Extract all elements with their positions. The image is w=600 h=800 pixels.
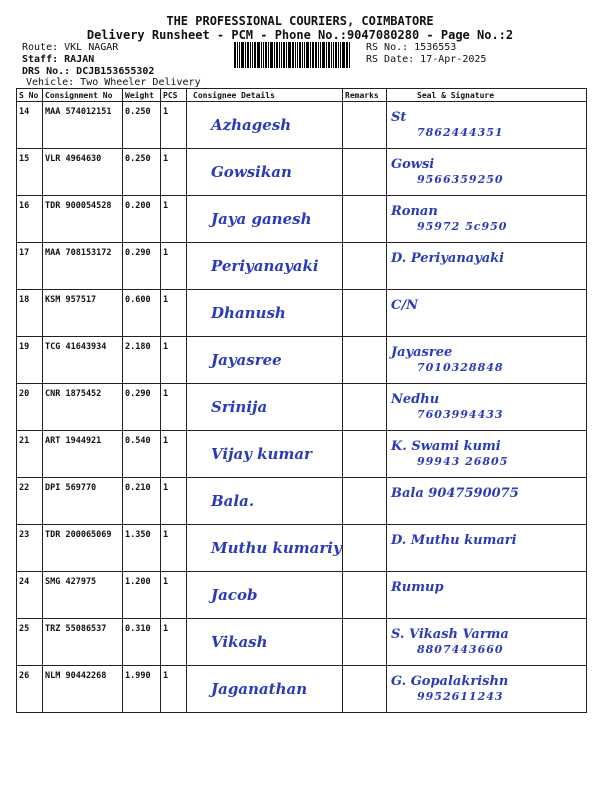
seal-signature-cell xyxy=(387,666,587,713)
weight-cell: 0.290 xyxy=(123,243,161,290)
pcs-cell: 1 xyxy=(161,290,187,337)
barcode-bar xyxy=(281,42,282,68)
barcode-bar xyxy=(310,42,311,68)
sno-cell: 25 xyxy=(17,619,43,666)
vehicle-label: Vehicle: Two Wheeler Delivery xyxy=(26,77,201,88)
drs-number: DRS No.: DCJB153655302 xyxy=(22,66,155,77)
seal-signature-cell xyxy=(387,290,587,337)
consignment-cell: TRZ 55086537 xyxy=(43,619,123,666)
signature-phone: 9952611243 xyxy=(417,690,504,703)
barcode-bar xyxy=(279,42,280,68)
weight-cell: 0.600 xyxy=(123,290,161,337)
remarks-cell xyxy=(343,384,387,431)
consignee-cell xyxy=(187,102,343,149)
consignee-cell xyxy=(187,196,343,243)
weight-cell: 0.540 xyxy=(123,431,161,478)
weight-cell: 1.350 xyxy=(123,525,161,572)
weight-cell: 0.310 xyxy=(123,619,161,666)
weight-cell: 2.180 xyxy=(123,337,161,384)
pcs-cell: 1 xyxy=(161,384,187,431)
barcode-bar xyxy=(274,42,275,68)
signature-phone: 7862444351 xyxy=(417,126,504,139)
barcode-bar xyxy=(304,42,305,68)
barcode-bar xyxy=(239,42,240,68)
pcs-cell: 1 xyxy=(161,149,187,196)
table-row xyxy=(17,525,587,572)
table-row xyxy=(17,666,587,713)
remarks-cell xyxy=(343,431,387,478)
consignee-handwriting: Vijay kumar xyxy=(211,445,312,463)
consignee-cell xyxy=(187,431,343,478)
table-row xyxy=(17,478,587,525)
sno-cell: 19 xyxy=(17,337,43,384)
signature-handwriting: Rumup xyxy=(391,580,444,595)
consignment-cell: MAA 574012151 xyxy=(43,102,123,149)
barcode-bar xyxy=(335,42,337,68)
signature-phone: 7010328848 xyxy=(417,361,504,374)
table-row xyxy=(17,572,587,619)
sno-cell: 24 xyxy=(17,572,43,619)
consignee-handwriting: Muthu kumariy xyxy=(211,539,342,557)
consignment-cell: SMG 427975 xyxy=(43,572,123,619)
remarks-cell xyxy=(343,525,387,572)
col-seal: Seal & Signature xyxy=(387,89,587,102)
pcs-cell: 1 xyxy=(161,431,187,478)
consignee-handwriting: Jayasree xyxy=(211,351,282,369)
barcode-bar xyxy=(250,42,251,68)
rs-number: RS No.: 1536553 xyxy=(366,42,457,53)
table-row xyxy=(17,149,587,196)
col-pcs: PCS xyxy=(161,89,187,102)
consignee-cell xyxy=(187,337,343,384)
barcode-bar xyxy=(286,42,287,68)
consignee-cell xyxy=(187,619,343,666)
pcs-cell: 1 xyxy=(161,619,187,666)
table-row xyxy=(17,384,587,431)
barcode-bar xyxy=(346,42,348,68)
table-row xyxy=(17,290,587,337)
barcode-bar xyxy=(333,42,334,68)
consignment-cell: ART 1944921 xyxy=(43,431,123,478)
remarks-cell xyxy=(343,196,387,243)
barcode-bar xyxy=(237,42,238,68)
table-row xyxy=(17,243,587,290)
consignee-handwriting: Vikash xyxy=(211,633,268,651)
consignment-cell: CNR 1875452 xyxy=(43,384,123,431)
table-row xyxy=(17,619,587,666)
table-row xyxy=(17,431,587,478)
consignee-cell xyxy=(187,149,343,196)
sno-cell: 14 xyxy=(17,102,43,149)
barcode-bar xyxy=(268,42,269,68)
remarks-cell xyxy=(343,619,387,666)
barcode-bar xyxy=(349,42,350,68)
sno-cell: 18 xyxy=(17,290,43,337)
barcode-bar xyxy=(315,42,317,68)
seal-signature-cell xyxy=(387,102,587,149)
barcode-bar xyxy=(342,42,345,68)
seal-signature-cell xyxy=(387,478,587,525)
consignment-cell: DPI 569770 xyxy=(43,478,123,525)
weight-cell: 1.990 xyxy=(123,666,161,713)
consignee-handwriting: Periyanayaki xyxy=(211,257,319,275)
seal-signature-cell xyxy=(387,431,587,478)
signature-handwriting: Gowsi xyxy=(391,157,435,172)
seal-signature-cell xyxy=(387,196,587,243)
signature-handwriting: D. Periyanayaki xyxy=(391,251,505,266)
weight-cell: 1.200 xyxy=(123,572,161,619)
barcode-bar xyxy=(263,42,264,68)
consignee-handwriting: Dhanush xyxy=(211,304,286,322)
consignment-cell: TDR 200065069 xyxy=(43,525,123,572)
remarks-cell xyxy=(343,102,387,149)
consignee-handwriting: Srinija xyxy=(211,398,268,416)
seal-signature-cell xyxy=(387,619,587,666)
seal-signature-cell xyxy=(387,572,587,619)
consignee-cell xyxy=(187,243,343,290)
signature-phone: 95972 5c950 xyxy=(417,220,508,233)
consignment-cell: TDR 900054528 xyxy=(43,196,123,243)
weight-cell: 0.250 xyxy=(123,149,161,196)
signature-handwriting: S. Vikash Varma xyxy=(391,627,509,642)
col-consignee: Consignee Details xyxy=(187,89,343,102)
barcode-bar xyxy=(312,42,314,68)
barcode-bar xyxy=(318,42,319,68)
barcode-bar xyxy=(254,42,256,68)
table-row xyxy=(17,102,587,149)
sno-cell: 26 xyxy=(17,666,43,713)
rs-date: RS Date: 17-Apr-2025 xyxy=(366,54,487,65)
barcode-bar xyxy=(299,42,301,68)
sno-cell: 21 xyxy=(17,431,43,478)
barcode-bar xyxy=(302,42,303,68)
barcode-bar xyxy=(288,42,291,68)
barcode-bar xyxy=(340,42,341,68)
pcs-cell: 1 xyxy=(161,525,187,572)
barcode-bar xyxy=(241,42,244,68)
pcs-cell: 1 xyxy=(161,102,187,149)
barcode-bar xyxy=(270,42,273,68)
sno-cell: 23 xyxy=(17,525,43,572)
weight-cell: 0.200 xyxy=(123,196,161,243)
col-sno: S No xyxy=(17,89,43,102)
signature-handwriting: K. Swami kumi xyxy=(391,439,501,454)
sno-cell: 16 xyxy=(17,196,43,243)
remarks-cell xyxy=(343,149,387,196)
table-row xyxy=(17,337,587,384)
consignment-cell: VLR 4964630 xyxy=(43,149,123,196)
pcs-cell: 1 xyxy=(161,666,187,713)
pcs-cell: 1 xyxy=(161,478,187,525)
consignee-handwriting: Bala. xyxy=(211,492,255,510)
col-remarks: Remarks xyxy=(343,89,387,102)
signature-handwriting: St xyxy=(391,110,407,125)
col-consignment: Consignment No xyxy=(43,89,123,102)
remarks-cell xyxy=(343,290,387,337)
signature-handwriting: G. Gopalakrishn xyxy=(391,674,509,689)
seal-signature-cell xyxy=(387,243,587,290)
seal-signature-cell xyxy=(387,149,587,196)
barcode-bar xyxy=(322,42,325,68)
consignee-handwriting: Azhagesh xyxy=(211,116,292,134)
company-title: THE PROFESSIONAL COURIERS, COIMBATORE xyxy=(166,14,434,28)
signature-phone: 99943 26805 xyxy=(417,455,509,468)
weight-cell: 0.290 xyxy=(123,384,161,431)
seal-signature-cell xyxy=(387,525,587,572)
barcode-bar xyxy=(276,42,278,68)
signature-handwriting: Nedhu xyxy=(391,392,440,407)
barcode-bar xyxy=(234,42,236,68)
route-label: Route: VKL NAGAR xyxy=(22,42,119,53)
sno-cell: 22 xyxy=(17,478,43,525)
consignment-cell: MAA 708153172 xyxy=(43,243,123,290)
consignment-cell: KSM 957517 xyxy=(43,290,123,337)
pcs-cell: 1 xyxy=(161,196,187,243)
signature-handwriting: Ronan xyxy=(391,204,438,219)
barcode-bar xyxy=(297,42,298,68)
barcode-bar xyxy=(306,42,309,68)
barcode-bar xyxy=(265,42,267,68)
signature-phone: 7603994433 xyxy=(417,408,504,421)
consignment-cell: TCG 41643934 xyxy=(43,337,123,384)
consignee-cell xyxy=(187,525,343,572)
sno-cell: 15 xyxy=(17,149,43,196)
sno-cell: 17 xyxy=(17,243,43,290)
consignee-handwriting: Gowsikan xyxy=(211,163,292,181)
barcode-bar xyxy=(252,42,253,68)
consignee-cell xyxy=(187,666,343,713)
remarks-cell xyxy=(343,243,387,290)
barcode-bar xyxy=(257,42,260,68)
runsheet-subtitle: Delivery Runsheet - PCM - Phone No.:9047080280 - Page No.:2 xyxy=(86,28,514,42)
barcode xyxy=(234,42,358,68)
consignee-handwriting: Jaganathan xyxy=(211,680,308,698)
seal-signature-cell xyxy=(387,337,587,384)
barcode-bar xyxy=(338,42,339,68)
consignee-cell xyxy=(187,478,343,525)
col-weight: Weight xyxy=(123,89,161,102)
barcode-bar xyxy=(283,42,285,68)
remarks-cell xyxy=(343,666,387,713)
seal-signature-cell xyxy=(387,384,587,431)
signature-handwriting: C/N xyxy=(391,298,418,313)
weight-cell: 0.210 xyxy=(123,478,161,525)
barcode-bar xyxy=(328,42,330,68)
signature-handwriting: D. Muthu kumari xyxy=(391,533,517,548)
table-row xyxy=(17,196,587,243)
table-header xyxy=(17,89,587,102)
remarks-cell xyxy=(343,337,387,384)
barcode-bar xyxy=(326,42,327,68)
signature-handwriting: Jayasree xyxy=(391,345,453,360)
barcode-bar xyxy=(261,42,262,68)
consignee-handwriting: Jacob xyxy=(211,586,258,604)
barcode-bar xyxy=(247,42,249,68)
barcode-bar xyxy=(245,42,246,68)
signature-phone: 8807443660 xyxy=(417,643,504,656)
staff-label: Staff: RAJAN xyxy=(22,54,95,65)
consignment-cell: NLM 90442268 xyxy=(43,666,123,713)
remarks-cell xyxy=(343,572,387,619)
signature-phone: 9566359250 xyxy=(417,173,504,186)
signature-handwriting: Bala 9047590075 xyxy=(391,486,519,501)
sno-cell: 20 xyxy=(17,384,43,431)
barcode-bar xyxy=(295,42,296,68)
barcode-bar xyxy=(331,42,332,68)
consignee-cell xyxy=(187,384,343,431)
pcs-cell: 1 xyxy=(161,243,187,290)
remarks-cell xyxy=(343,478,387,525)
pcs-cell: 1 xyxy=(161,572,187,619)
barcode-bar xyxy=(292,42,294,68)
weight-cell: 0.250 xyxy=(123,102,161,149)
delivery-table xyxy=(16,88,587,713)
consignee-cell xyxy=(187,572,343,619)
pcs-cell: 1 xyxy=(161,337,187,384)
barcode-bar xyxy=(320,42,321,68)
consignee-handwriting: Jaya ganesh xyxy=(211,210,312,228)
consignee-cell xyxy=(187,290,343,337)
